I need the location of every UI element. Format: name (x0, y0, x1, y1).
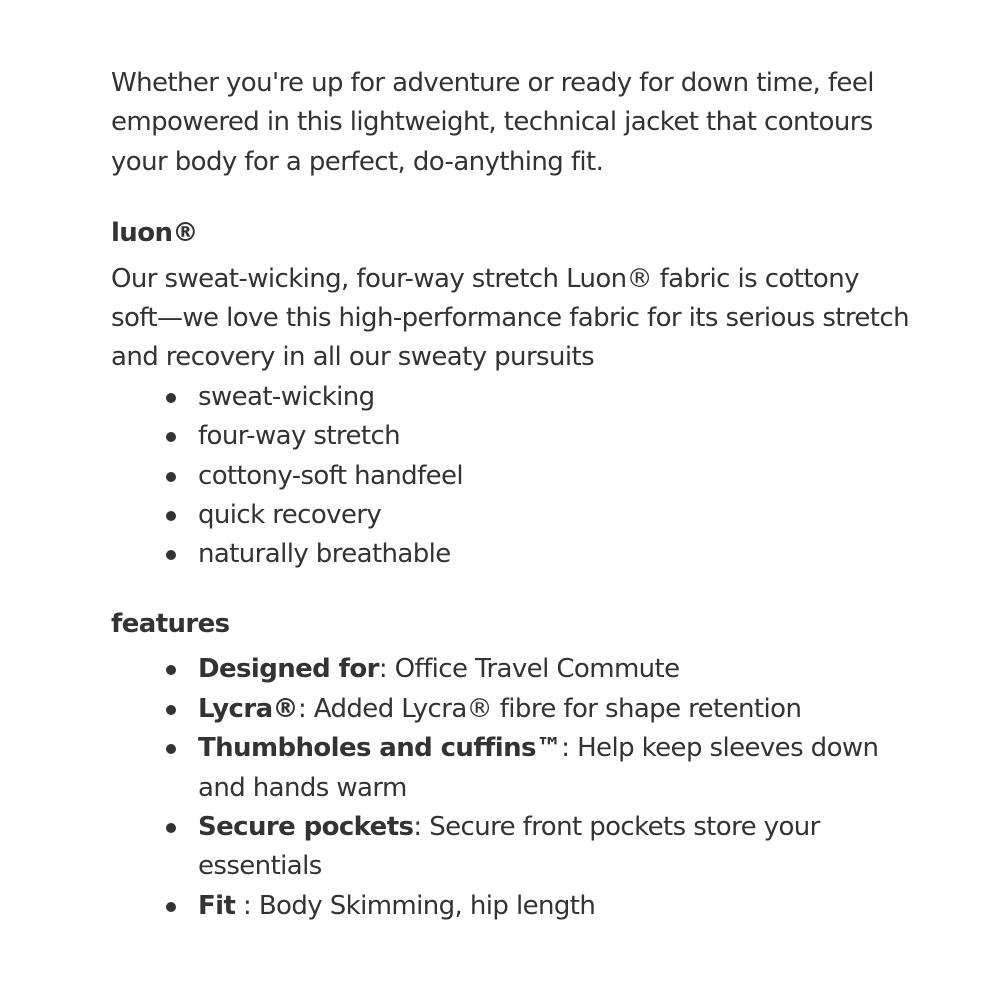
feature-text: Help keep sleeves down and hands warm (198, 733, 879, 803)
feature-separator: : (378, 654, 395, 685)
list-item-text: four-way stretch (198, 421, 401, 452)
features-list (111, 650, 911, 926)
feature-label: Designed for (198, 654, 379, 685)
feature-item (198, 729, 911, 808)
feature-separator: : (413, 811, 430, 842)
bullet-icon (166, 902, 176, 912)
list-item-text: naturally breathable (198, 539, 451, 570)
feature-separator: : (235, 890, 259, 921)
bullet-icon (166, 823, 176, 833)
feature-item (198, 887, 911, 926)
feature-label: Lycra® (198, 693, 298, 724)
list-item-text: sweat-wicking (198, 381, 375, 412)
feature-separator: : (561, 733, 578, 764)
feature-label: Fit (198, 890, 236, 921)
bullet-icon (166, 511, 176, 521)
bullet-icon (166, 550, 176, 560)
bullet-icon (166, 432, 176, 442)
feature-text: Added Lycra® fibre for shape retention (313, 693, 802, 724)
feature-text: Body Skimming, hip length (258, 890, 596, 921)
bullet-icon (166, 393, 176, 403)
bullet-icon (166, 472, 176, 482)
features-heading: features (111, 608, 230, 639)
list-item (198, 378, 911, 417)
feature-label: Secure pockets (198, 811, 414, 842)
feature-label: Thumbholes and cuffins™ (198, 733, 562, 764)
feature-text: Office Travel Commute (394, 654, 680, 685)
list-item (198, 535, 911, 574)
feature-item (198, 650, 911, 689)
list-item-text: cottony-soft handfeel (198, 460, 464, 491)
intro-paragraph: Whether you're up for adventure or ready for down time, feel empowered in this lightweight, technical jacket that contours your body for a perfect, do-anything fit. (111, 68, 874, 177)
feature-text: Secure front pockets store your essentials (198, 811, 820, 882)
list-item (198, 496, 911, 535)
luon-description: Our sweat-wicking, four-way stretch Luon® fabric is cottony soft—we love this high-performance fabric for its serious stretch and recovery in all our sweaty pursuits (111, 263, 909, 373)
bullet-icon (166, 665, 176, 675)
bullet-icon (166, 744, 176, 754)
feature-item (198, 808, 911, 887)
bullet-icon (166, 705, 176, 715)
feature-item (198, 690, 911, 729)
luon-heading: luon® (111, 218, 198, 249)
list-item-text: quick recovery (198, 500, 382, 531)
feature-separator: : (297, 693, 314, 724)
list-item (198, 417, 911, 456)
list-item (198, 457, 911, 496)
luon-bullet-list (111, 378, 911, 575)
product-description (111, 64, 911, 926)
